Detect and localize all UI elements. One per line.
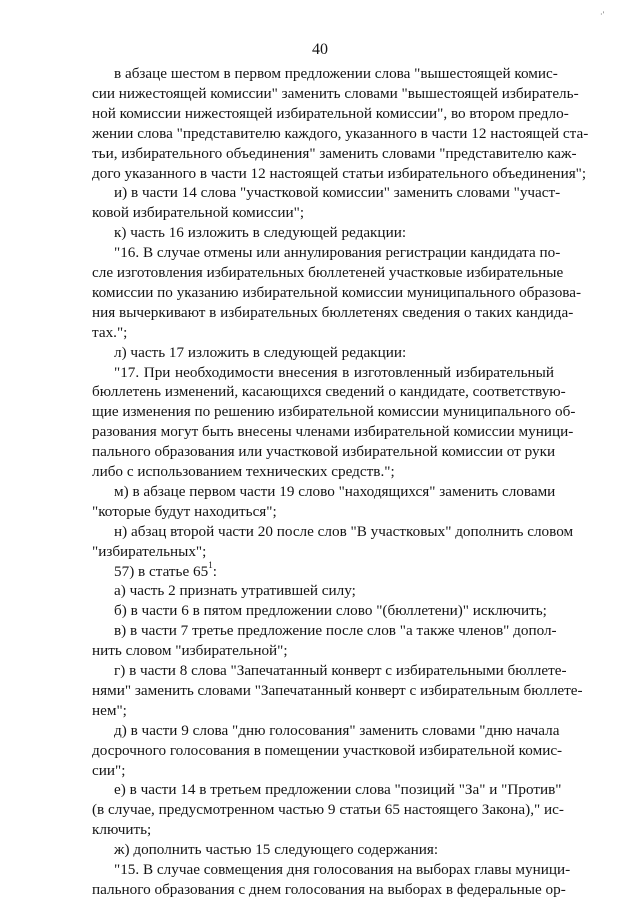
text-line-main: 57) в статье 65	[114, 562, 209, 580]
text-line: щие изменения по решению избирательной комиссии муниципального об-	[92, 403, 576, 421]
text-line: нем";	[92, 701, 127, 719]
text-line: сле изготовления избирательных бюллетеней участковые избирательные	[92, 264, 564, 281]
text-line: разования могут быть внесены членами избирательной комиссии муници-	[92, 423, 574, 441]
text-line: е) в части 14 в третьем предложении слова "позиций "За" и "Против"	[114, 781, 562, 799]
text-line: нями" заменить словами "Запечатанный конверт с избирательным бюллете-	[92, 681, 583, 699]
text-line: пального образования или участковой избирательной комиссии от руки	[92, 443, 556, 461]
text-line: тьи, избирательного объединения" заменить словами "представителю каж-	[92, 144, 577, 162]
text-line: пального образования с днем голосования на выборах в федеральные ор-	[92, 880, 566, 898]
text-line: "15. В случае совмещения дня голосования на выборах главы муници-	[114, 861, 571, 878]
text-line: сии нижестоящей комиссии" заменить словами "вышестоящей избиратель-	[92, 84, 579, 102]
text-line: тах.";	[92, 323, 128, 341]
text-line	[92, 562, 554, 582]
text-line: б) в части 6 в пятом предложении слово "(бюллетени)" исключить;	[114, 602, 547, 620]
text-line: "избирательных";	[92, 542, 207, 560]
text-line: а) часть 2 признать утратившей силу;	[114, 582, 356, 600]
text-line-tail: :	[212, 562, 217, 580]
text-line: нить словом "избирательной";	[92, 642, 288, 660]
text-line: ной комиссии нижестоящей избирательной комиссии", во втором предло-	[92, 104, 569, 122]
text-line: (в случае, предусмотренном частью 9 статьи 65 настоящего Закона)," ис-	[92, 801, 564, 819]
text-line: к) часть 16 изложить в следующей редакции:	[114, 224, 407, 242]
text-line: жении слова "представителю каждого, указанного в части 12 настоящей ста-	[92, 124, 589, 142]
text-line: либо с использованием технических средств.";	[92, 463, 395, 480]
text-line: "которые будут находиться";	[92, 502, 277, 520]
text-line: и) в части 14 слова "участковой комиссии" заменить словами "участ-	[114, 184, 561, 202]
text-line: дого указанного в части 12 настоящей статьи избирательного объединения";	[92, 164, 587, 182]
superscript: 1	[208, 560, 213, 571]
text-line: ключить;	[92, 821, 152, 839]
text-line: ния вычеркивают в избирательных бюллетенях сведения о таких кандида-	[92, 303, 574, 321]
text-line: досрочного голосования в помещении участковой избирательной комис-	[92, 741, 563, 759]
text-line: м) в абзаце первом части 19 слово "находящихся" заменить словами	[114, 482, 556, 500]
text-line: комиссии по указанию избирательной комиссии муниципального образова-	[92, 283, 582, 301]
text-line: д) в части 9 слова "дню голосования" заменить словами "дню начала	[114, 721, 560, 739]
page-number: 40	[312, 41, 328, 58]
text-line: н) абзац второй части 20 после слов "В участковых" дополнить словом	[114, 522, 574, 540]
text-line: л) часть 17 изложить в следующей редакции:	[114, 343, 407, 361]
text-line: ковой избирательной комиссии";	[92, 204, 305, 222]
text-line: в абзаце шестом в первом предложении слова "вышестоящей комис-	[114, 65, 558, 82]
text-line: сии";	[92, 761, 126, 779]
text-line: г) в части 8 слова "Запечатанный конверт с избирательными бюллете-	[114, 662, 567, 679]
text-line: "16. В случае отмены или аннулирования регистрации кандидата по-	[114, 244, 561, 262]
text-line: "17. При необходимости внесения в изготовленный избирательный	[114, 363, 554, 381]
text-line: ж) дополнить частью 15 следующего содержания:	[114, 841, 439, 859]
text-line: бюллетень изменений, касающихся сведений о кандидате, соответствую-	[92, 383, 566, 401]
corner-mark: ·'	[600, 10, 605, 19]
text-line: в) в части 7 третье предложение после слов "а также членов" допол-	[114, 622, 557, 640]
